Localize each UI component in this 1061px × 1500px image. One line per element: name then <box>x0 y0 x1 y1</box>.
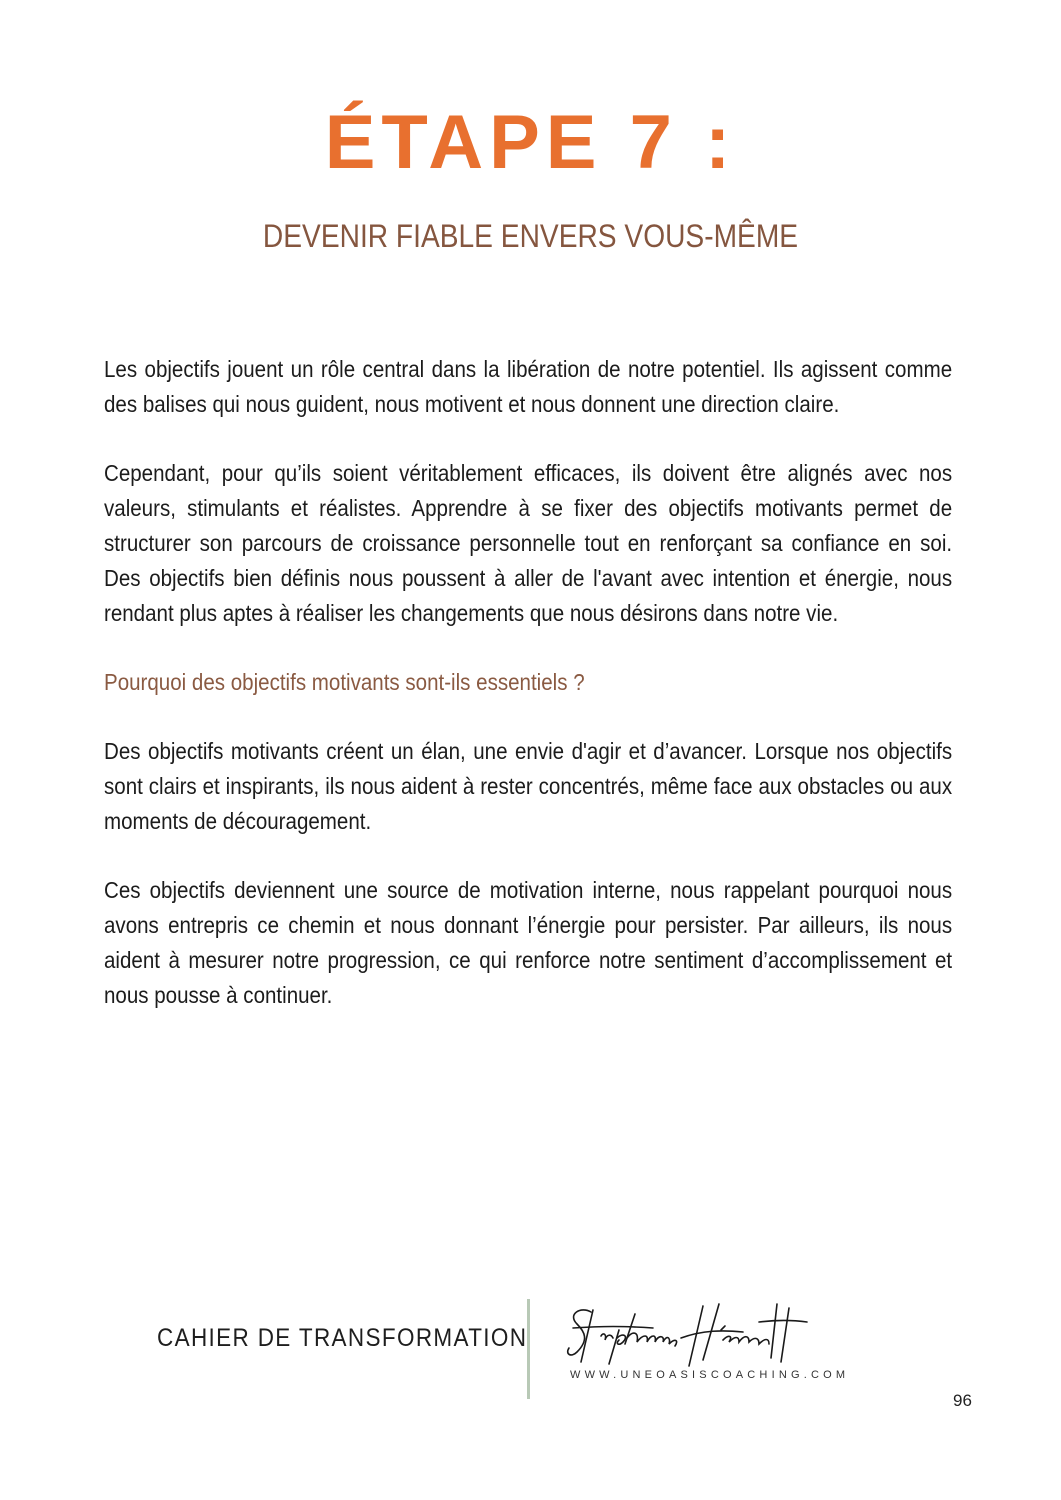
paragraph-1: Les objectifs jouent un rôle central dans la libération de notre potentiel. Ils agissent comme des balises qui nous guident, nous motivent et nous donnent une direction claire. <box>104 356 953 417</box>
body-content <box>104 352 952 1047</box>
page-subtitle: DEVENIR FIABLE ENVERS VOUS-MÊME <box>262 218 799 254</box>
paragraph-3: Des objectifs motivants créent un élan, une envie d'agir et d’avancer. Lorsque nos objectifs sont clairs et inspirants, ils nous aident à rester concentrés, même face aux obstacles ou aux moments de découragement. <box>104 738 953 834</box>
website-link[interactable]: WWW.UNEOASISCOACHING.COM <box>570 1369 850 1381</box>
paragraph-4: Ces objectifs deviennent une source de motivation interne, nous rappelant pourquoi nous avons entrepris ce chemin et nous donnant l’énergie pour persister. Par ailleurs, ils nous aident à mesurer notre progression, ce qui renforce notre sentiment d’accomplissement et nous pousse à continuer. <box>104 877 953 1008</box>
signature-logo <box>563 1300 808 1370</box>
footer-divider <box>527 1299 530 1399</box>
paragraph-2: Cependant, pour qu’ils soient véritablement efficaces, ils doivent être alignés avec nos valeurs, stimulants et réalistes. Apprendre à se fixer des objectifs motivants permet de structurer son parcours de croissance personnelle tout en renforçant sa confiance en soi. Des objectifs bien définis nous poussent à aller de l'avant avec intention et énergie, nous rendant plus aptes à réaliser les changements que nous désirons dans notre vie. <box>104 460 953 626</box>
page-number: 96 <box>953 1391 972 1410</box>
section-heading: Pourquoi des objectifs motivants sont-ils essentiels ? <box>104 669 585 695</box>
page-title: ÉTAPE 7 : <box>324 100 737 185</box>
footer-label: CAHIER DE TRANSFORMATION <box>157 1324 528 1352</box>
